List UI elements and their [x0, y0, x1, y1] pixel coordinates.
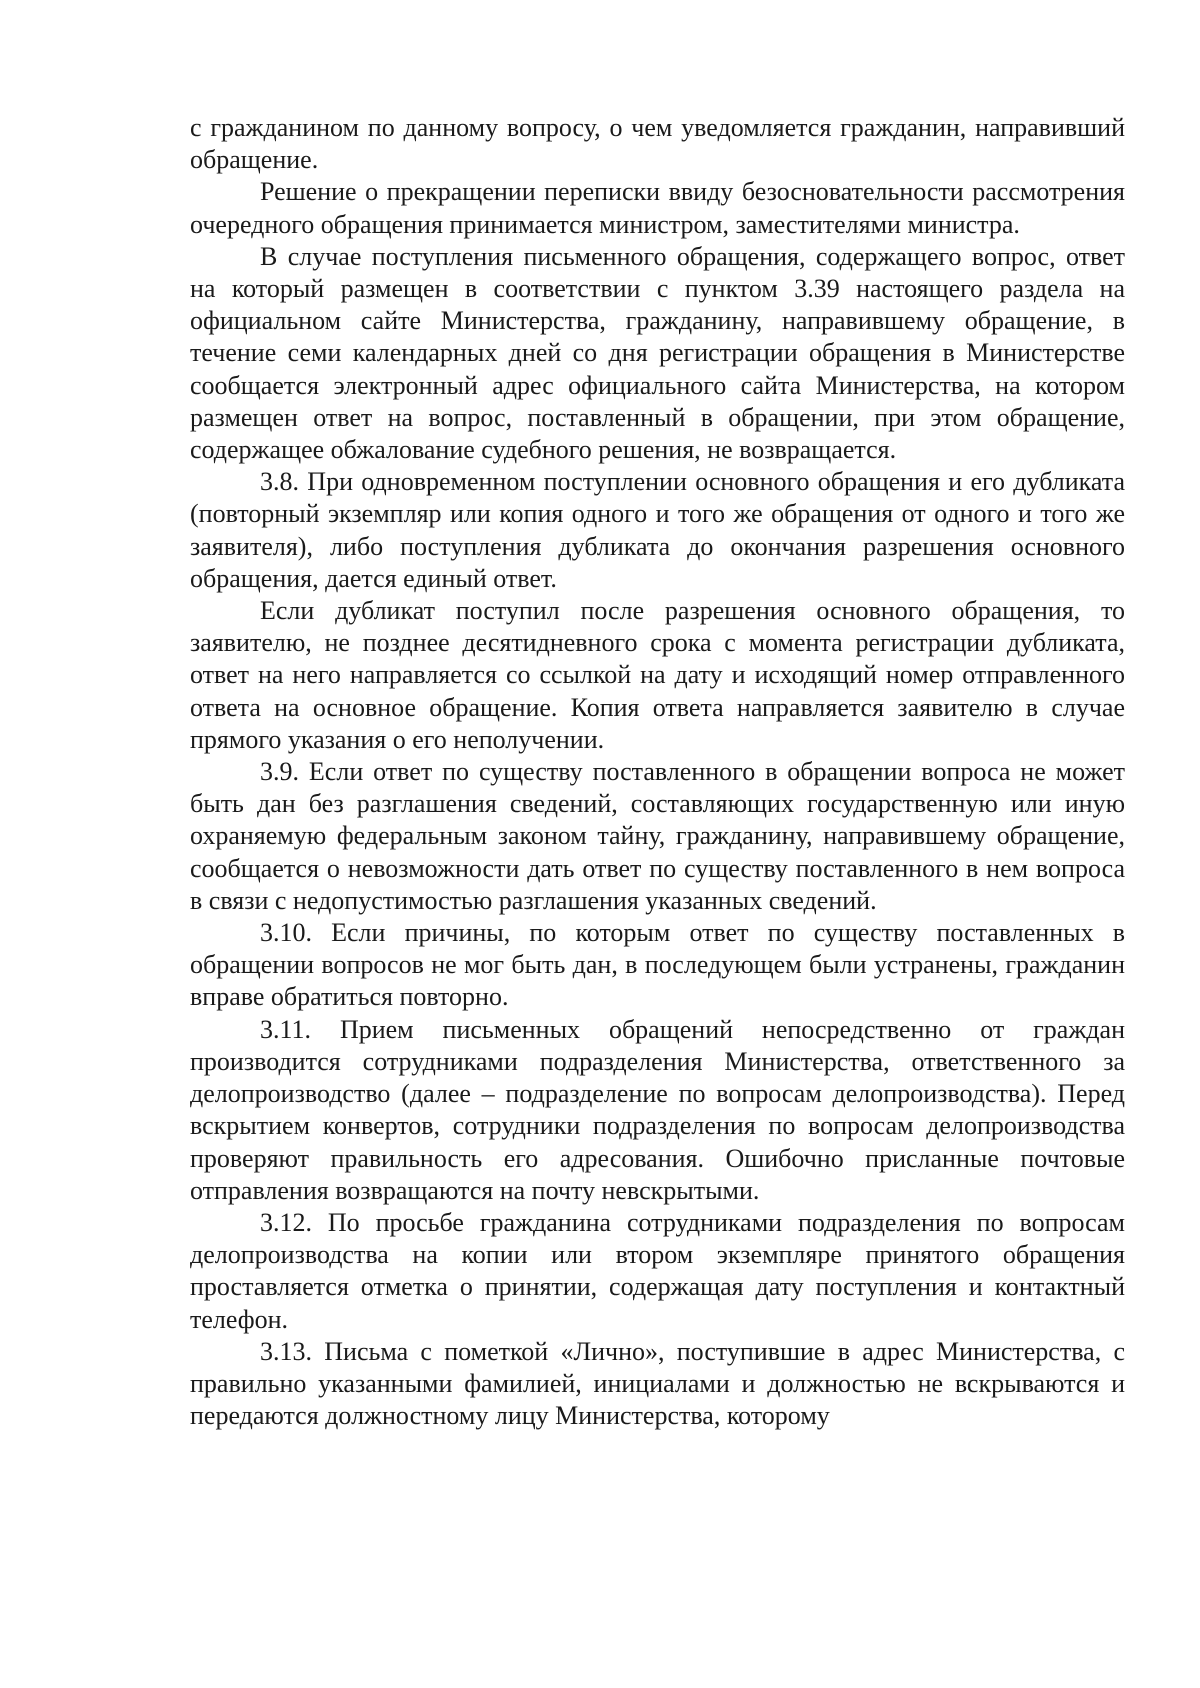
document-body: [190, 112, 1125, 1432]
paragraph-3-11: 3.11. Прием письменных обращений непосредственно от граждан производится сотрудниками подразделения Министерства, ответственного за делопроизводство (далее – подразделение по вопросам делопроизводства). Перед вскрытием конвертов, сотрудники подразделения по вопросам делопроизводства проверяют правильность его адресования. Ошибочно присланные почтовые отправления возвращаются на почту невскрытыми.: [190, 1014, 1125, 1205]
paragraph-continuation: с гражданином по данному вопросу, о чем уведомляется гражданин, направивший обращение.: [190, 113, 1125, 175]
paragraph-3-8: 3.8. При одновременном поступлении основного обращения и его дубликата (повторный экземпляр или копия одного и того же обращения от одного и того же заявителя), либо поступления дубликата до окончания разрешения основного обращения, дается единый ответ.: [190, 467, 1125, 593]
paragraph-3-13: 3.13. Письма с пометкой «Лично», поступившие в адрес Министерства, с правильно указанными фамилией, инициалами и должностью не вскрываются и передаются должностному лицу Министерства, которому: [190, 1336, 1125, 1431]
paragraph-3-9: 3.9. Если ответ по существу поставленного в обращении вопроса не может быть дан без разглашения сведений, составляющих государственную или иную охраняемую федеральным законом тайну, гражданину, направившему обращение, сообщается о невозможности дать ответ по существу поставленного в нем вопроса в связи с недопустимостью разглашения указанных сведений.: [190, 757, 1125, 915]
paragraph-published-answer: В случае поступления письменного обращения, содержащего вопрос, ответ на который размещен в соответствии с пунктом 3.39 настоящего раздела на официальном сайте Министерства, гражданину, направившему обращение, в течение семи календарных дней со дня регистрации обращения в Министерстве сообщается электронный адрес официального сайта Министерства, на котором размещен ответ на вопрос, поставленный в обращении, при этом обращение, содержащее обжалование судебного решения, не возвращается.: [190, 241, 1125, 465]
paragraph-duplicate: Если дубликат поступил после разрешения основного обращения, то заявителю, не позднее десятидневного срока с момента регистрации дубликата, ответ на него направляется со ссылкой на дату и исходящий номер отправленного ответа на основное обращение. Копия ответа направляется заявителю в случае прямого указания о его неполучении.: [190, 596, 1125, 754]
paragraph-3-10: 3.10. Если причины, по которым ответ по существу поставленных в обращении вопросов не мог быть дан, в последующем были устранены, гражданин вправе обратиться повторно.: [190, 918, 1125, 1012]
paragraph-3-12: 3.12. По просьбе гражданина сотрудниками подразделения по вопросам делопроизводства на копии или втором экземпляре принятого обращения проставляется отметка о принятии, содержащая дату поступления и контактный телефон.: [190, 1207, 1125, 1334]
paragraph-termination-decision: Решение о прекращении переписки ввиду безосновательности рассмотрения очередного обращения принимается министром, заместителями министра.: [190, 177, 1125, 239]
